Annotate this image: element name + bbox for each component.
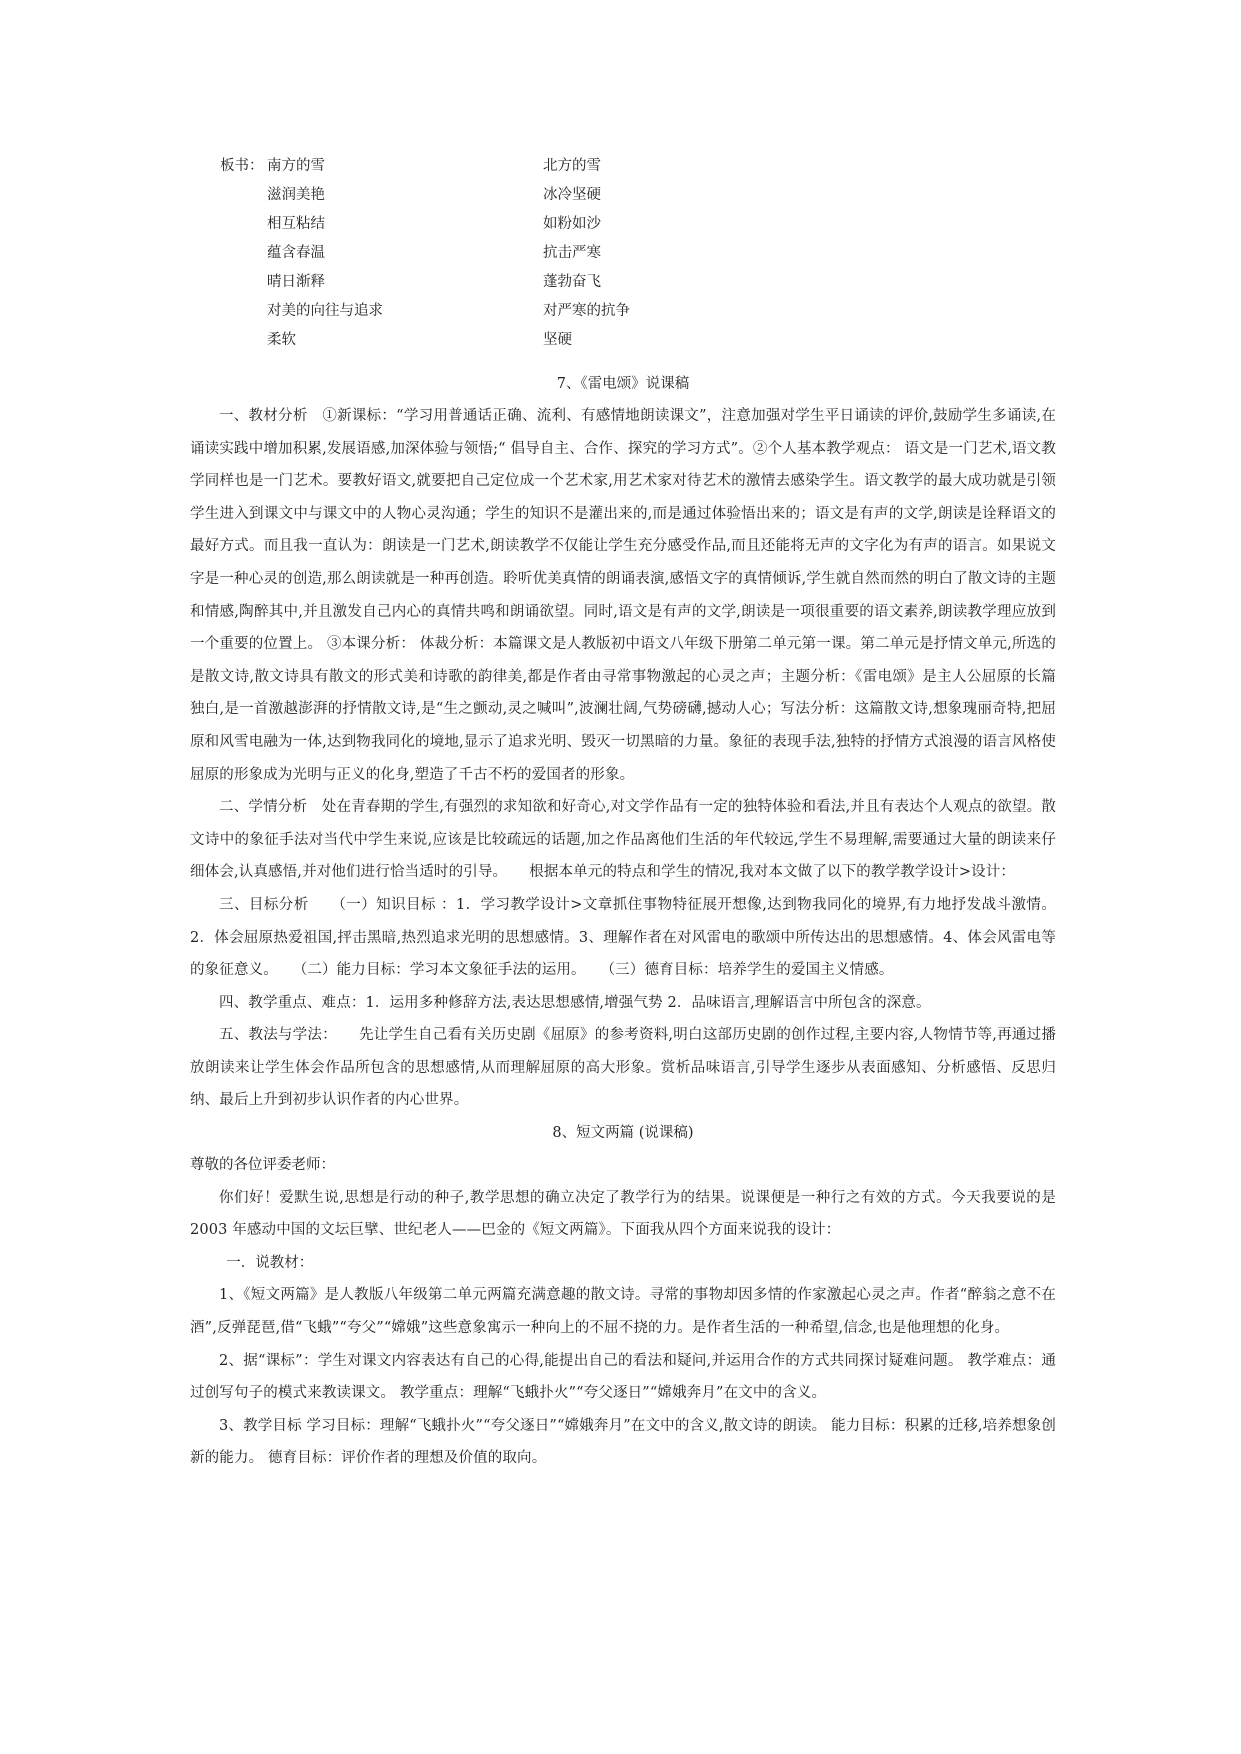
board-right-cell: 坚硬 — [543, 332, 572, 348]
paragraph: 1、《短文两篇》是人教版八年级第二单元两篇充满意趣的散文诗。寻常的事物却因多情的作家激起心灵之声。作者“醉翁之意不在酒”,反弹琵琶,借“飞蛾”“夸父”“嫦娥”这些意象寓示一种向上的不屈不挠的力。是作者生活的一种希望,信念,也是他理想的化身。 — [190, 1287, 1056, 1337]
greeting: 尊敬的各位评委老师： — [190, 1157, 335, 1174]
board-row — [190, 179, 1056, 212]
board-right-cell: 北方的雪 — [543, 158, 601, 174]
blackboard-layout — [190, 150, 1056, 368]
board-left-cell: 南方的雪 — [267, 158, 325, 174]
board-right-cell: 冰冷坚硬 — [543, 187, 601, 203]
board-prefix: 板书： — [220, 158, 264, 174]
board-row — [190, 150, 1056, 183]
subheading: 一．说教材： — [226, 1254, 314, 1271]
paragraph: 二、学情分析 处在青春期的学生,有强烈的求知欲和好奇心,对文学作品有一定的独特体验和看法,并且有表达个人观点的欲望。散文诗中的象征手法对当代中学生来说,应该是比较疏远的话题,加之作品离他们生活的年代较远,学生不易理解,需要通过大量的朗读来仔细体会,认真感悟,并对他们进行恰当适时的引导。 根据本单元的特点和学生的情况,我对本文做了以下的教学教学设计>设计： — [190, 799, 1056, 881]
document-page — [190, 150, 1056, 1475]
paragraph: 你们好！爱默生说,思想是行动的种子,教学思想的确立决定了教学行为的结果。说课便是一种行之有效的方式。今天我要说的是 2003 年感动中国的文坛巨擘、世纪老人——巴金的《短文两篇》。下面我从四个方面来说我的设计： — [190, 1189, 1056, 1239]
board-right-cell: 抗击严寒 — [543, 245, 601, 261]
paragraph: 2、据“课标”：学生对课文内容表达有自己的心得,能提出自己的看法和疑问,并运用合作的方式共同探讨疑难问题。 教学难点：通过创写句子的模式来教读课文。 教学重点：理解“飞蛾扑火”“夸父逐日”“嫦娥奔月”在文中的含义。 — [190, 1352, 1056, 1402]
section-title: 7、《雷电颂》说课稿 — [556, 376, 690, 392]
board-right-cell: 对严寒的抗争 — [543, 303, 630, 319]
board-left-cell: 滋润美艳 — [267, 187, 325, 203]
board-left-cell: 柔软 — [267, 332, 296, 348]
board-left-cell: 晴日渐释 — [267, 274, 325, 290]
board-right-cell: 如粉如沙 — [543, 216, 601, 232]
paragraph: 一、教材分析 ①新课标：“学习用普通话正确、流利、有感情地朗读课文”，注意加强对学生平日诵读的评价,鼓励学生多诵读,在诵读实践中增加积累,发展语感,加深体验与领悟;“ 倡导自主、合作、探究的学习方式”。②个人基本教学观点： 语文是一门艺术,语文教学同样也是一门艺术。要教好语文,就要把自己定位成一个艺术家,用艺术家对待艺术的激情去感染学生。语文教学的最大成功就是引领学生进入到课文中与课文中的人物心灵沟通；学生的知识不是灌出来的,而是通过体验悟出来的；语文是有声的文学,朗读是诠释语文的最好方式。而且我一直认为：朗读是一门艺术,朗读教学不仅能让学生充分感受作品,而且还能将无声的文字化为有声的语言。如果说文字是一种心灵的创造,那么朗读就是一种再创造。聆听优美真情的朗诵表演,感悟文字的真情倾诉,学生就自然而然的明白了散文诗的主题和情感,陶醉其中,并且激发自己内心的真情共鸣和朗诵欲望。同时,语文是有声的文学,朗读是一项很重要的语文素养,朗读教学理应放到一个重要的位置上。 ③本课分析： 体裁分析：本篇课文是人教版初中语文八年级下册第二单元第一课。第二单元是抒情文单元,所选的是散文诗,散文诗具有散文的形式美和诗歌的韵律美,都是作者由寻常事物激起的心灵之声；主题分析：《雷电颂》是主人公屈原的长篇独白,是一首激越澎湃的抒情散文诗,是“生之颤动,灵之喊叫”,波澜壮阔,气势磅礴,撼动人心；写法分析：这篇散文诗,想象瑰丽奇特,把屈原和风雪电融为一体,达到物我同化的境地,显示了追求光明、毁灭一切黑暗的力量。象征的表现手法,独特的抒情方式浪漫的语言风格使屈原的形象成为光明与正义的化身,塑造了千古不朽的爱国者的形象。 — [190, 408, 1056, 783]
paragraph: 四、教学重点、难点：1．运用多种修辞方法,表达思想感情,增强气势 2．品味语言,理解语言中所包含的深意。 — [219, 994, 931, 1011]
board-right-cell: 蓬勃奋飞 — [543, 274, 601, 290]
board-row — [190, 208, 1056, 241]
board-row — [190, 324, 1056, 357]
board-row — [190, 266, 1056, 299]
board-left-cell: 蕴含春温 — [267, 245, 325, 261]
board-row — [190, 295, 1056, 328]
paragraph: 五、教法与学法： 先让学生自己看有关历史剧《屈原》的参考资料,明白这部历史剧的创作过程,主要内容,人物情节等,再通过播放朗读来让学生体会作品所包含的思想感情,从而理解屈原的高大形象。赏析品味语言,引导学生逐步从表面感知、分析感悟、反思归纳、最后上升到初步认识作者的内心世界。 — [190, 1027, 1056, 1109]
section-title: 8、短文两篇 (说课稿) — [552, 1125, 694, 1142]
paragraph: 三、目标分析 （一）知识目标 ：1．学习教学设计>文章抓住事物特征展开想像,达到物我同化的境界,有力地抒发战斗激情。2．体会屈原热爱祖国,抨击黑暗,热烈追求光明的思想感情。3、理解作者在对风雷电的歌颂中所传达出的思想感情。4、体会风雷电等的象征意义。 （二）能力目标：学习本文象征手法的运用。 （三）德育目标：培养学生的爱国主义情感。 — [190, 896, 1056, 979]
board-left-cell: 相互粘结 — [267, 216, 325, 232]
board-left-cell: 对美的向往与追求 — [267, 303, 383, 319]
paragraph: 3、教学目标 学习目标：理解“飞蛾扑火”“夸父逐日”“嫦娥奔月”在文中的含义,散文诗的朗读。 能力目标：积累的迁移,培养想象创新的能力。 德育目标：评价作者的理想及价值的取向。 — [190, 1417, 1056, 1467]
board-row — [190, 237, 1056, 270]
